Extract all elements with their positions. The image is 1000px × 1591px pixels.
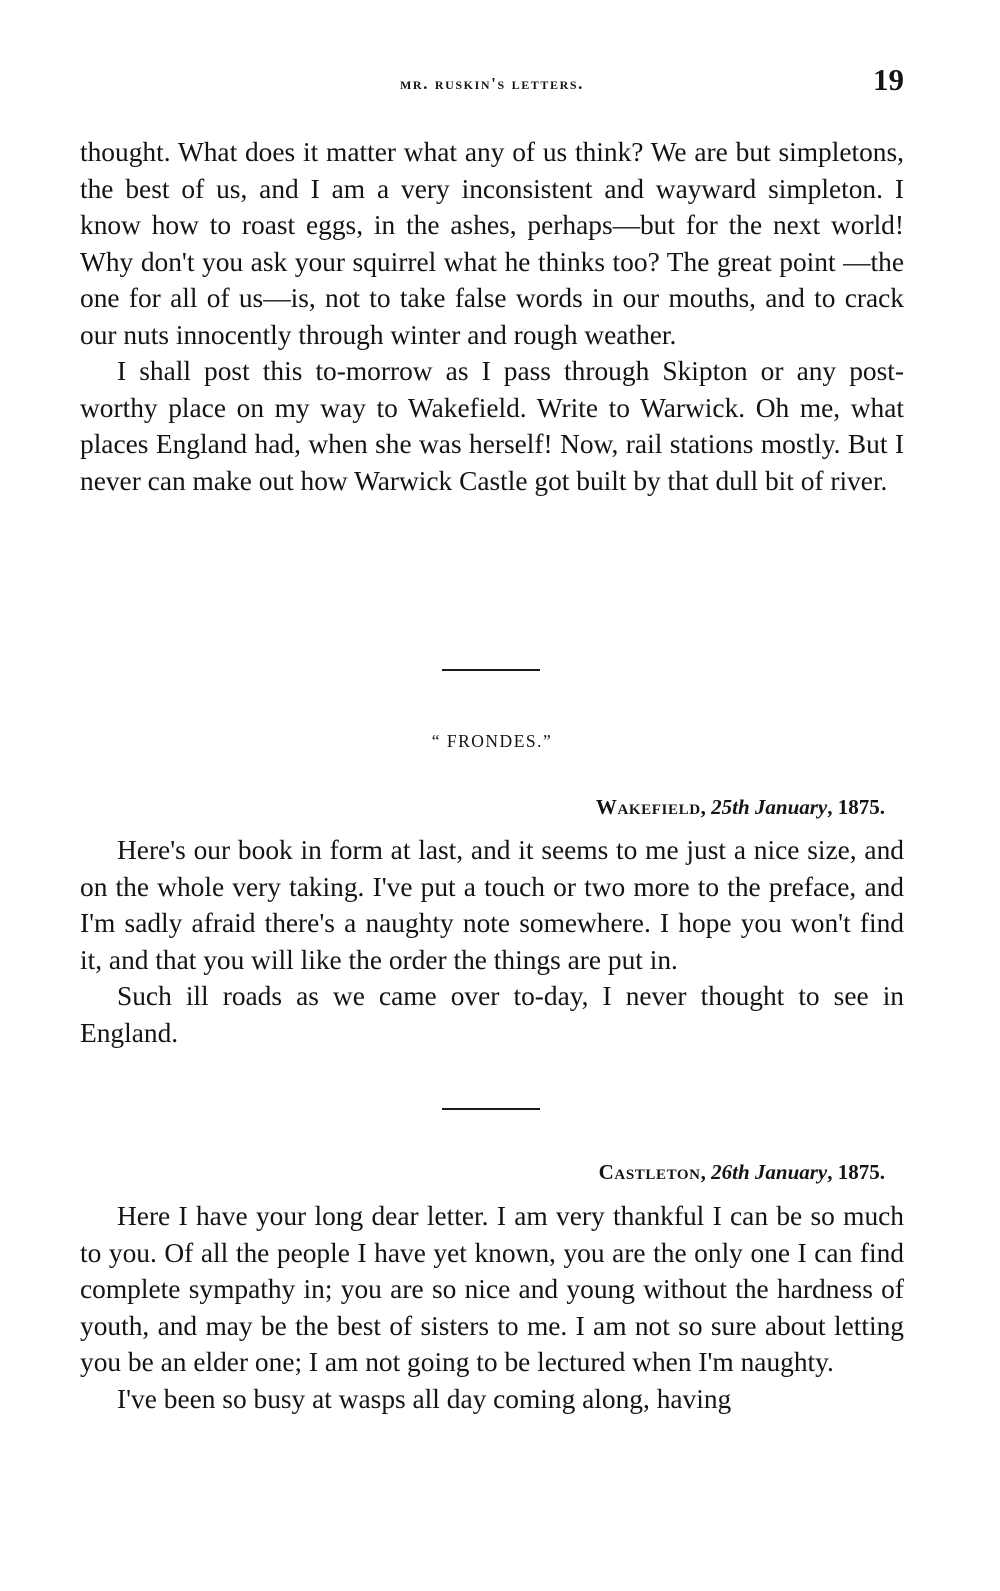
letter-one-paragraph-2: I shall post this to-morrow as I pass through Skipton or any post-worthy place on my way to Wakefield. Write to Warwick. Oh me, what places England had, when she was herself! Now, rail stations mostly. But I never can make out how Warwick Castle got built by that dull bit of river.: [80, 356, 904, 496]
letter-one-body: [80, 134, 904, 499]
letter-two-place: Wakefield: [595, 795, 701, 819]
letter-two-dateline: Wakefield, 25th January, 1875.: [595, 795, 885, 819]
letter-two-year: 1875.: [837, 795, 885, 819]
letter-two-paragraph-2: Such ill roads as we came over to-day, I never thought to see in England.: [80, 981, 904, 1048]
letter-divider-rule: [442, 1108, 540, 1110]
running-head: [80, 60, 904, 100]
letter-three-date: 26th January: [711, 1160, 828, 1184]
letter-two-body: [80, 832, 904, 1051]
page-number: 19: [873, 62, 904, 97]
letter-three-place: Castleton: [598, 1160, 701, 1184]
letter-two-date: 25th January: [711, 795, 828, 819]
section-title: “ FRONDES.”: [431, 731, 553, 751]
letter-two-paragraph-1: Here's our book in form at last, and it seems to me just a nice size, and on the whole very taking. I've put a touch or two more to the preface, and I'm sadly afraid there's a naughty note somewhere. I hope you won't find it, and that you will like the order the things are put in.: [80, 835, 904, 975]
letter-three-year: 1875.: [837, 1160, 885, 1184]
letter-three-paragraph-2: I've been so busy at wasps all day coming along, having: [117, 1383, 732, 1414]
letter-three-dateline: Castleton, 26th January, 1875.: [598, 1160, 885, 1184]
section-divider-rule: [442, 669, 540, 671]
letter-one-paragraph-1: thought. What does it matter what any of us think? We are but simpletons, the best of us, and I am a very inconsistent and wayward simpleton. I know how to roast eggs, in the ashes, perhaps—but for the next world! Why don't you ask your squirrel what he thinks too? The great point —the one for all of us—is, not to take false words in our mouths, and to crack our nuts innocently through winter and rough weather.: [80, 137, 904, 350]
running-title: mr. ruskin's letters.: [399, 74, 585, 93]
letter-three-paragraph-1: Here I have your long dear letter. I am very thankful I can be so much to you. Of all the people I have yet known, you are the only one I can find complete sympathy in; you are so nice and young without the hardness of youth, and may be the best of sisters to me. I am not so sure about letting you be an elder one; I am not going to be lectured when I'm naughty.: [80, 1201, 904, 1377]
letter-three-body: [80, 1198, 904, 1417]
